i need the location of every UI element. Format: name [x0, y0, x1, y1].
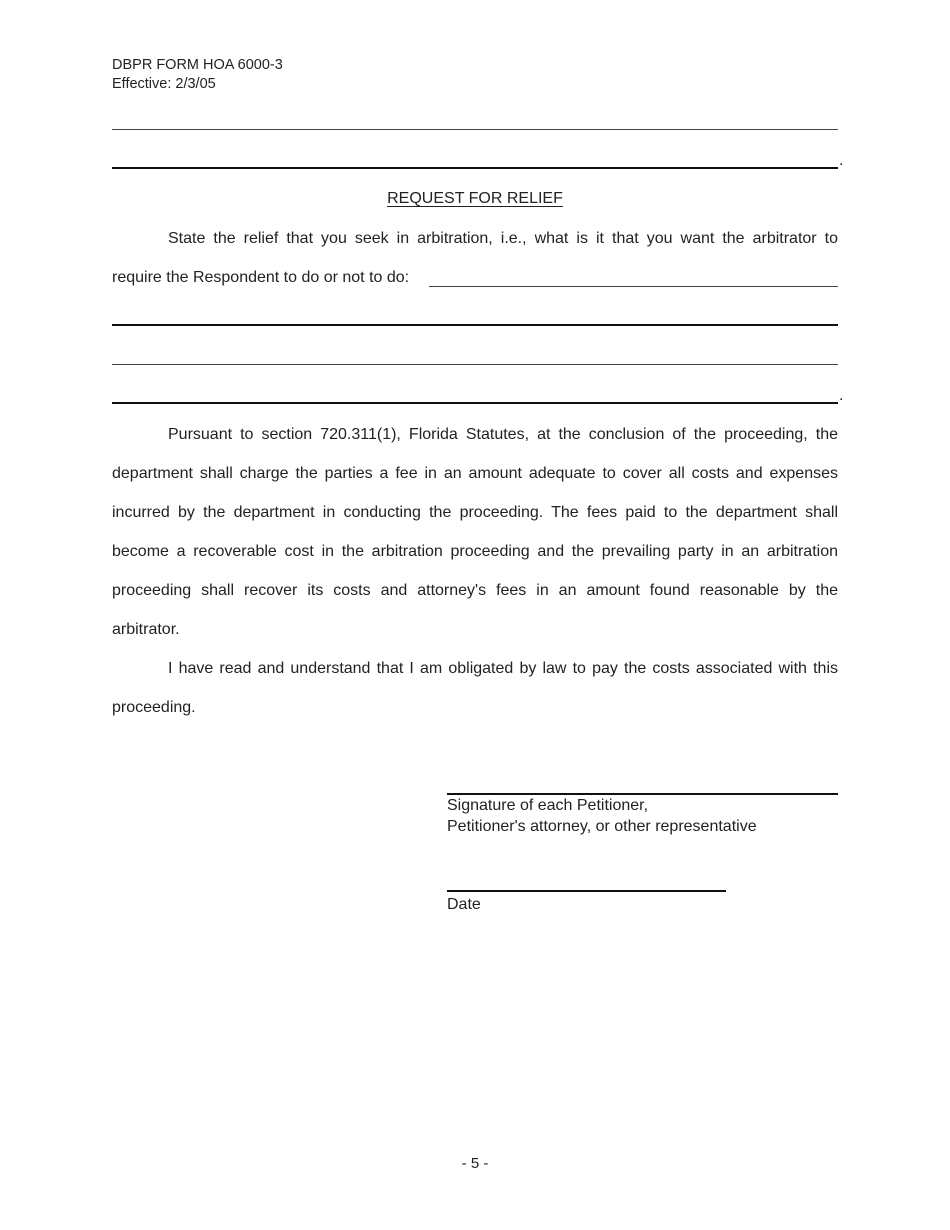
page-number: - 5 -	[461, 1155, 489, 1172]
line-end-period: .	[839, 387, 844, 404]
page-title: REQUEST FOR RELIEF	[387, 190, 563, 207]
date-line[interactable]	[447, 890, 726, 892]
relief-instruction-line-2: require the Respondent to do or not to do:	[112, 269, 410, 286]
relief-answer-line-3[interactable]	[112, 364, 838, 365]
costs-paragraph-line-6: arbitrator.	[112, 621, 180, 638]
acknowledgement-line-1: I have read and understand that I am obligated by law to pay the costs associated with this	[168, 660, 838, 677]
signature-caption-1: Signature of each Petitioner,	[447, 797, 649, 814]
line-end-period: .	[839, 152, 844, 169]
blank-line-2[interactable]	[112, 167, 838, 169]
form-id: DBPR FORM HOA 6000-3	[112, 57, 283, 73]
relief-answer-line-4[interactable]	[112, 402, 838, 404]
costs-paragraph-line-5: proceeding shall recover its costs and attorney's fees in an amount found reasonable by the	[112, 582, 838, 599]
costs-paragraph-line-3: incurred by the department in conducting the proceeding. The fees paid to the department shall	[112, 504, 838, 521]
date-caption: Date	[447, 896, 481, 913]
costs-paragraph-line-1: Pursuant to section 720.311(1), Florida Statutes, at the conclusion of the proceeding, the	[168, 426, 838, 443]
acknowledgement-line-2: proceeding.	[112, 699, 196, 716]
blank-line-1[interactable]	[112, 129, 838, 130]
effective-date: Effective: 2/3/05	[112, 76, 216, 92]
costs-paragraph-line-2: department shall charge the parties a fee in an amount adequate to cover all costs and expenses	[112, 465, 838, 482]
signature-caption-2: Petitioner's attorney, or other representative	[447, 818, 757, 835]
costs-paragraph-line-4: become a recoverable cost in the arbitration proceeding and the prevailing party in an arbitration	[112, 543, 838, 560]
relief-answer-line-2[interactable]	[112, 324, 838, 326]
relief-instruction-line-1: State the relief that you seek in arbitration, i.e., what is it that you want the arbitrator to	[168, 230, 838, 247]
relief-answer-line-1[interactable]	[429, 286, 838, 287]
